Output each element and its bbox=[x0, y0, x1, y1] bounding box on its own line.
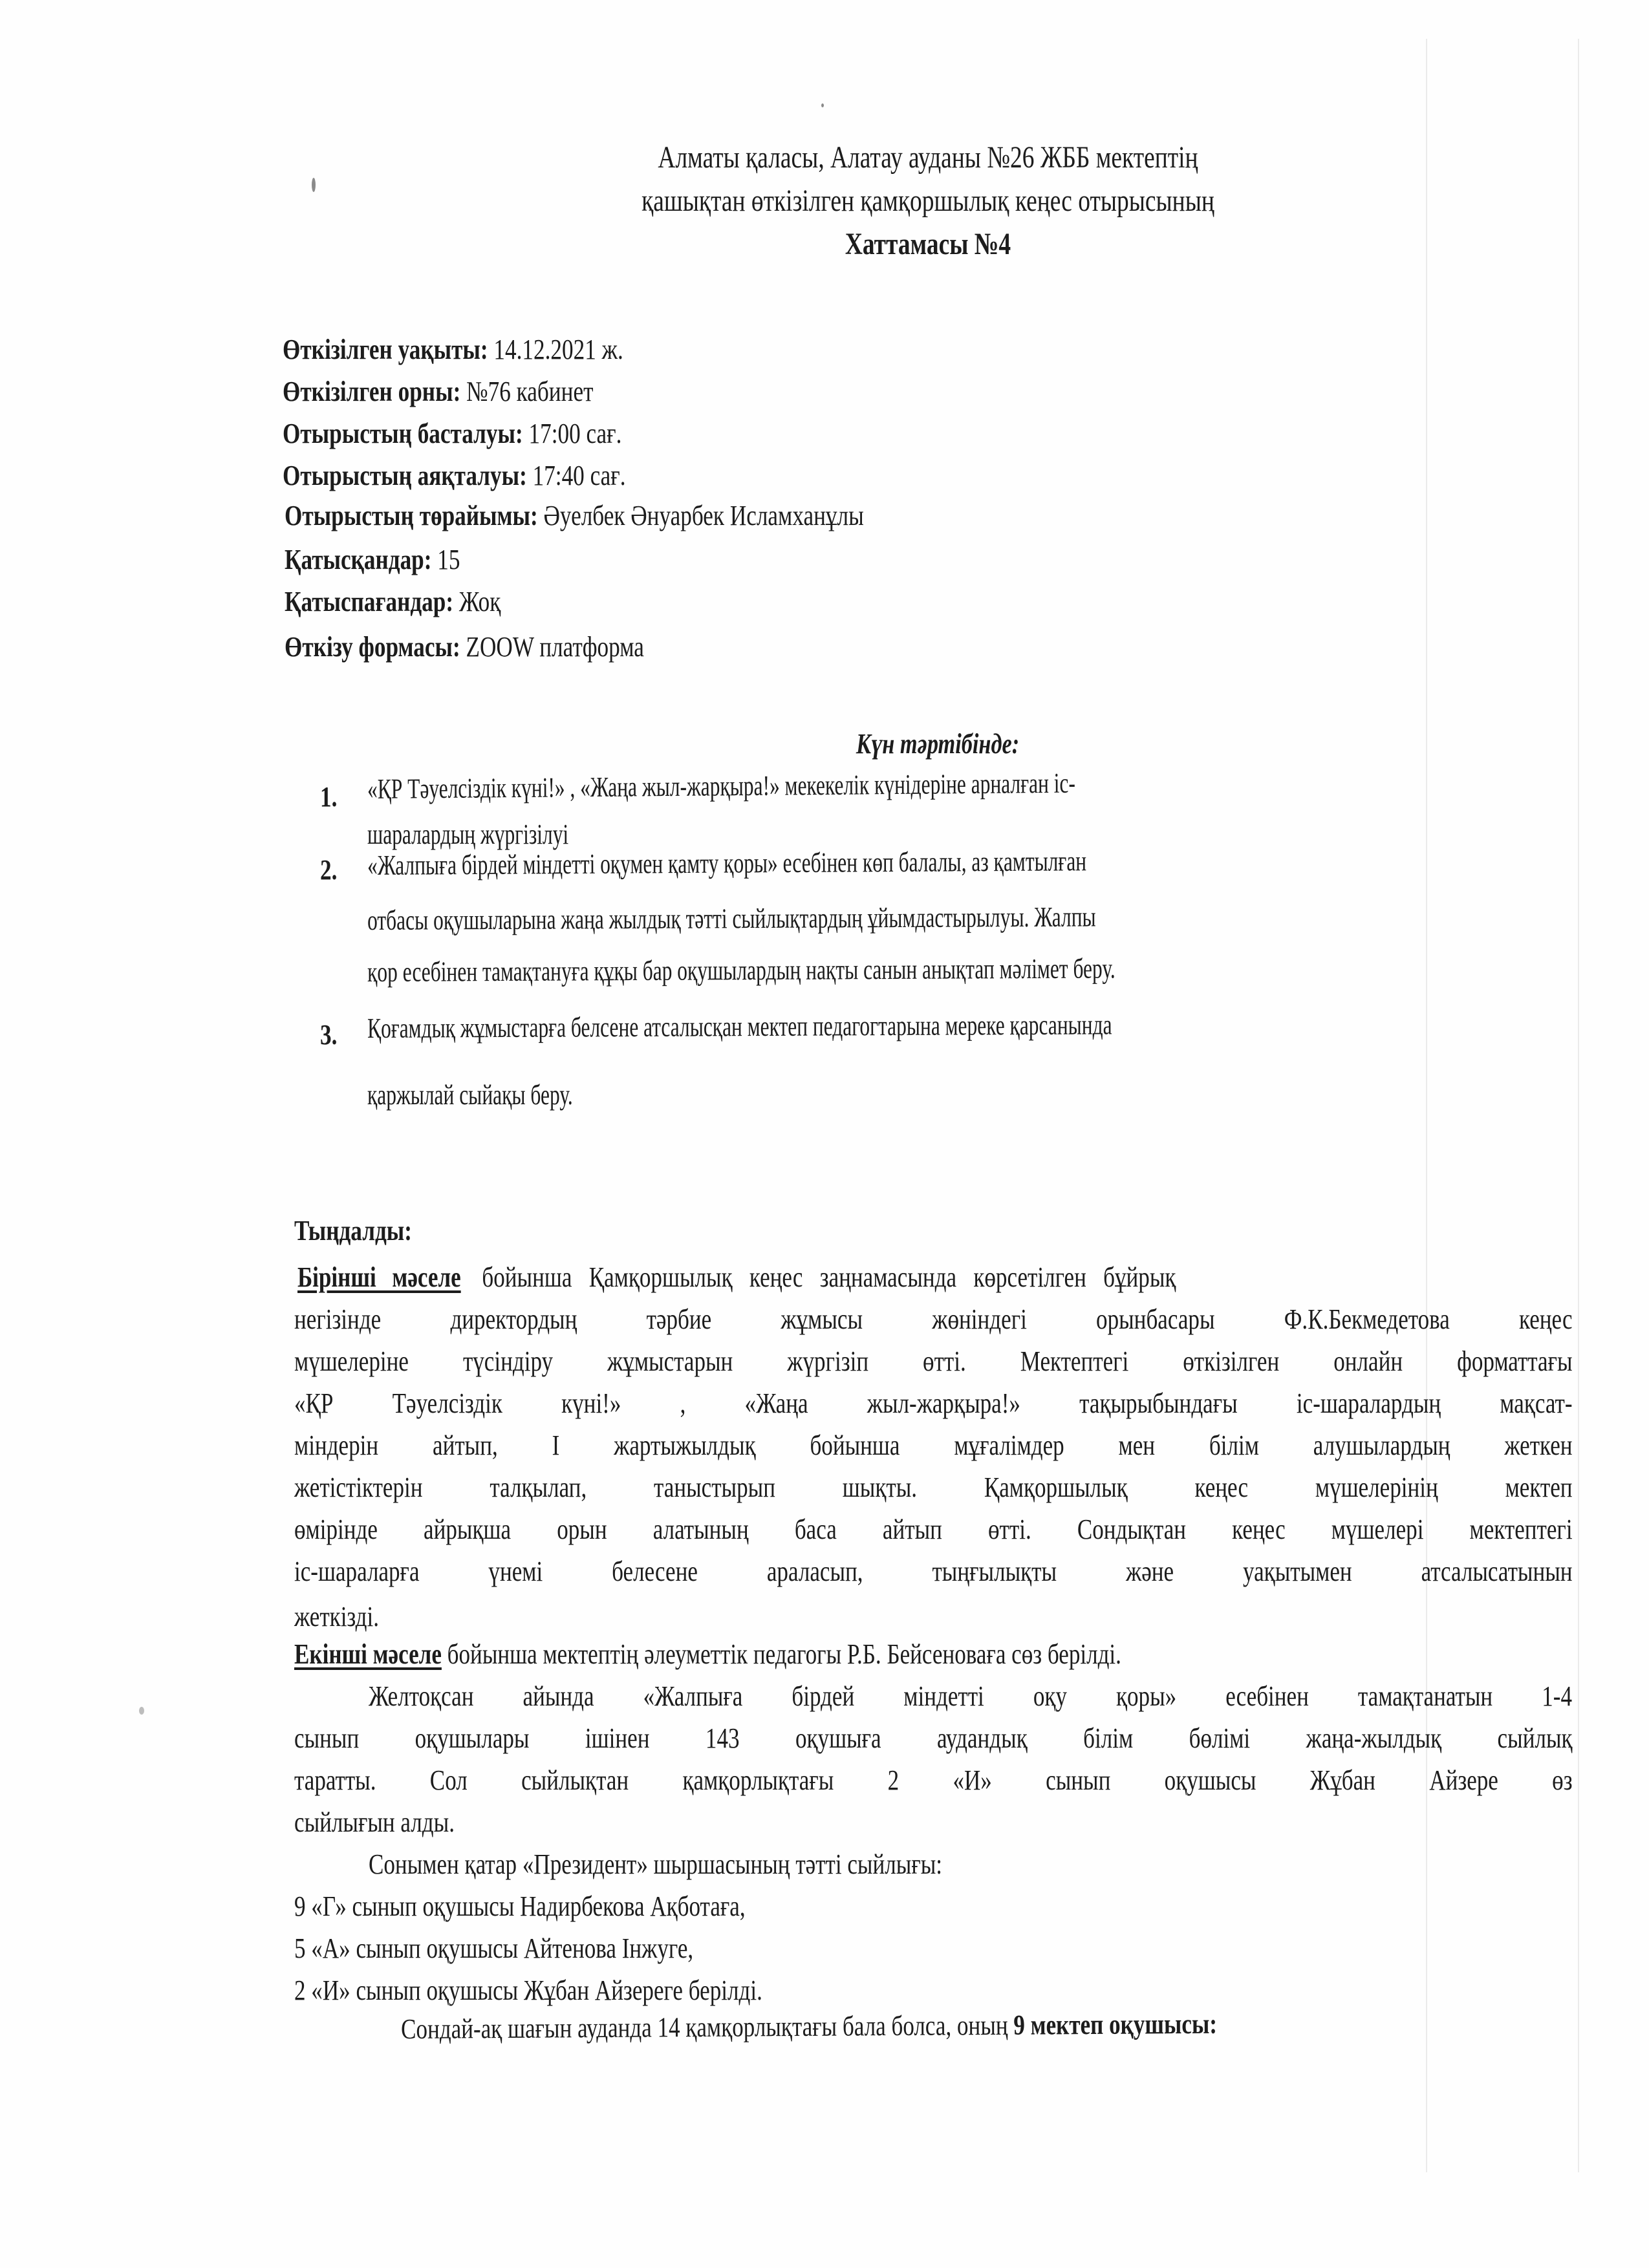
recipient-line: 9 «Г» сынып оқушысы Надирбекова Ақботаға, bbox=[294, 1890, 746, 1922]
first-issue-line: мүшелеріне түсіндіру жұмыстарын жүргізіп өтті. Мектептегі өткізілген онлайн форматтағы bbox=[294, 1345, 1573, 1377]
meta-label: Отырыстың аяқталуы: bbox=[283, 460, 527, 491]
first-issue-line bbox=[297, 1261, 1576, 1294]
first-issue-label: Бірінші мәселе bbox=[297, 1261, 461, 1293]
first-issue-line: іс-шараларға үнемі белесене араласып, тыңғылықты және уақытымен атсалысатынын bbox=[294, 1556, 1573, 1587]
first-issue-line: жеткізді. bbox=[294, 1601, 380, 1632]
meta-row-format bbox=[285, 630, 644, 664]
meta-label: Өткізілген орны: bbox=[283, 376, 461, 407]
second-issue-para2: Сонымен қатар «Президент» шыршасының тәтті сыйлығы: bbox=[369, 1848, 943, 1880]
second-issue-para1-line: Желтоқсан айында «Жалпыға бірдей міндетті оқу қоры» есебінен тамақтанатын 1-4 bbox=[369, 1680, 1572, 1712]
second-issue-intro: бойынша мектептің әлеуметтік педагогы Р.Б. Бейсеноваға сөз берілді. bbox=[447, 1638, 1121, 1670]
first-issue-line: «ҚР Тәуелсіздік күні!» , «Жаңа жыл-жарқыра!» тақырыбындағы іс-шаралардың мақсат- bbox=[294, 1387, 1573, 1419]
second-issue-para1-line: сыйлығын алды. bbox=[294, 1806, 455, 1838]
agenda-number: 2. bbox=[320, 854, 338, 886]
first-issue-line: негізінде директордың тәрбие жұмысы жөніндегі орынбасары Ф.К.Бекмедетова кеңес bbox=[294, 1303, 1573, 1335]
agenda-item-1-line: «ҚР Тәуелсіздік күні!» , «Жаңа жыл-жарқыра!» мекекелік күнідеріне арналған іс- bbox=[367, 767, 1076, 805]
meta-row-chair bbox=[285, 499, 864, 533]
last-line-text: Сондай-ақ шағын ауданда 14 қамқорлықтағы бала болса, оның bbox=[401, 2009, 1014, 2045]
first-issue-line: міндерін айтып, І жартыжылдық бойынша мұғалімдер мен білім алушылардың жеткен bbox=[294, 1429, 1573, 1461]
meta-value: 17:00 сағ. bbox=[528, 418, 622, 449]
scan-speck bbox=[139, 1707, 144, 1715]
first-issue-line: жетістіктерін талқылап, таныстырып шықты. Қамқоршылық кеңес мүшелерінің мектеп bbox=[294, 1471, 1573, 1503]
meta-row-absent bbox=[285, 585, 501, 619]
last-line-bold: 9 мектеп оқушысы: bbox=[1013, 2007, 1218, 2041]
meta-label: Қатыспағандар: bbox=[285, 586, 454, 617]
scan-speck bbox=[821, 103, 824, 107]
agenda-item-1-line: шаралардың жүргізілуі bbox=[367, 818, 569, 850]
meta-value: ZOOW платформа bbox=[466, 631, 644, 663]
heard-heading: Тыңдалды: bbox=[294, 1215, 412, 1246]
meta-value: Әуелбек Әнуарбек Исламханұлы bbox=[543, 500, 864, 531]
scan-streak bbox=[1578, 39, 1579, 2172]
meta-value: 15 bbox=[437, 544, 460, 575]
meta-row-end bbox=[283, 459, 626, 493]
second-issue-label: Екінші мәселе bbox=[294, 1638, 442, 1670]
meta-row-place bbox=[283, 375, 593, 409]
agenda-heading: Күн тәртібінде: bbox=[856, 728, 1020, 760]
second-issue-para1-line: таратты. Сол сыйлықтан қамқорлықтағы 2 «И» сынып оқушысы Жұбан Айзере өз bbox=[294, 1764, 1573, 1796]
meta-label: Отырыстың төрайымы: bbox=[285, 500, 538, 531]
meta-label: Отырыстың басталуы: bbox=[283, 418, 523, 449]
header-line-2: қашықтан өткізілген қамқоршылық кеңес отырысының bbox=[641, 184, 1214, 218]
recipient-line: 5 «А» сынып оқушысы Айтенова Інжуге, bbox=[294, 1932, 694, 1964]
meta-label: Өткізілген уақыты: bbox=[283, 334, 488, 365]
meta-value: 14.12.2021 ж. bbox=[493, 334, 623, 365]
agenda-item-3-line: қаржылай сыйақы беру. bbox=[367, 1079, 573, 1111]
document-title: Хаттамасы №4 bbox=[845, 227, 1011, 261]
scan-streak bbox=[1426, 39, 1427, 2172]
meta-row-date bbox=[283, 333, 623, 367]
meta-value: 17:40 сағ. bbox=[532, 460, 626, 491]
agenda-number: 3. bbox=[320, 1019, 338, 1051]
second-issue-last-line bbox=[401, 2007, 1217, 2046]
meta-row-start bbox=[283, 417, 621, 451]
meta-value: Жоқ bbox=[458, 586, 501, 617]
first-issue-text: бойынша Қамқоршылық кеңес заңнамасында көрсетілген бұйрық bbox=[482, 1261, 1176, 1293]
first-issue-line: өмірінде айрықша орын алатының баса айтып өтті. Сондықтан кеңес мүшелері мектептегі bbox=[294, 1514, 1573, 1545]
second-issue-intro-line bbox=[294, 1638, 1121, 1671]
meta-value: №76 кабинет bbox=[466, 376, 594, 407]
header-line-1: Алматы қаласы, Алатау ауданы №26 ЖББ мектептің bbox=[658, 140, 1198, 175]
second-issue-para1-line: сынып оқушылары ішінен 143 оқушыға аудандық білім бөлімі жаңа-жылдық сыйлық bbox=[294, 1722, 1573, 1754]
meta-label: Қатысқандар: bbox=[285, 544, 432, 575]
agenda-item-3-line: Қоғамдық жұмыстарға белсене атсалысқан мектеп педагогтарына мереке қарсанында bbox=[367, 1009, 1112, 1044]
agenda-item-2-line: қор есебінен тамақтануға құқы бар оқушылардың нақты санын анықтап мәлімет беру. bbox=[367, 952, 1116, 988]
agenda-number: 1. bbox=[320, 781, 338, 813]
meta-row-attended bbox=[285, 543, 460, 577]
agenda-item-2-line: «Жалпыға бірдей міндетті оқумен қамту қоры» есебінен көп балалы, аз қамтылған bbox=[367, 845, 1087, 881]
recipient-line: 2 «И» сынып оқушысы Жұбан Айзереге берілді. bbox=[294, 1974, 762, 2006]
meta-label: Өткізу формасы: bbox=[285, 631, 460, 663]
agenda-item-2-line: отбасы оқушыларына жаңа жылдық тәтті сыйлықтардың ұйымдастырылуы. Жалпы bbox=[367, 901, 1096, 936]
